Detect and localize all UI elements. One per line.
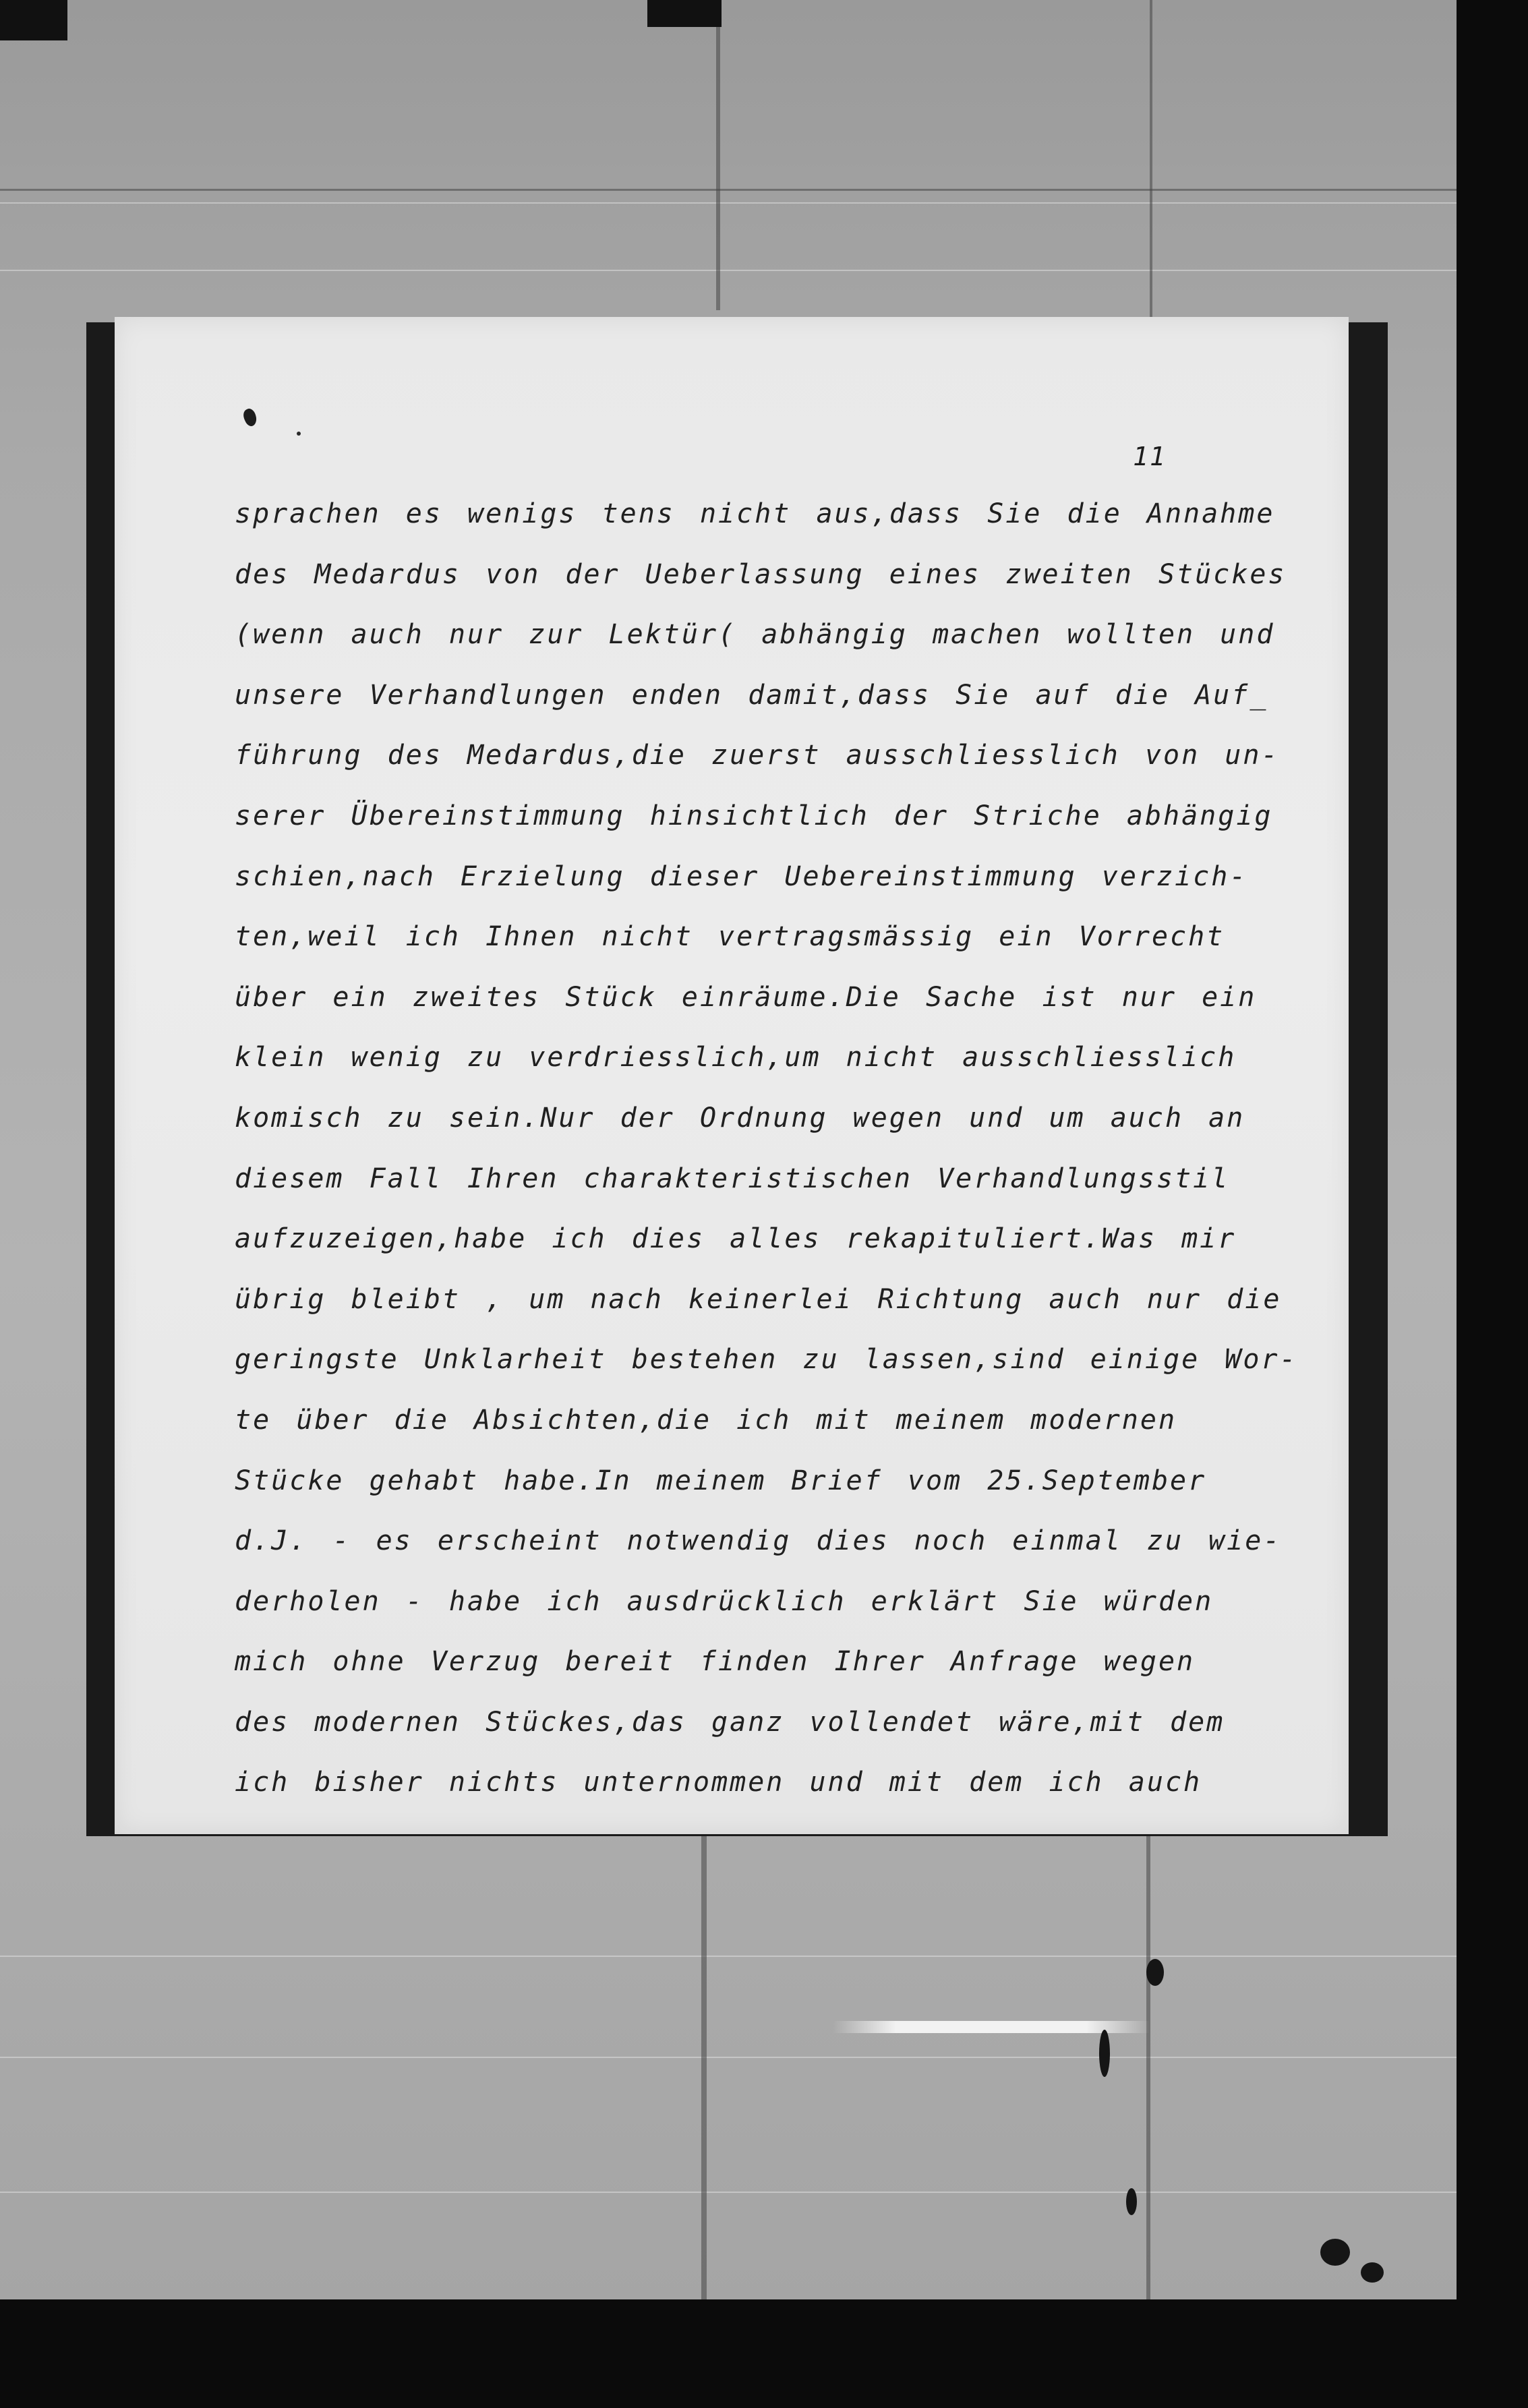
- text-line: des Medardus von der Ueberlassung eines zweiten Stückes: [235, 558, 1287, 590]
- text-line: te über die Absichten,die ich mit meinem modernen: [235, 1404, 1177, 1436]
- paper-rule-line: [0, 202, 1463, 204]
- fold-crease: [716, 0, 720, 310]
- text-line: aufzuzeigen,habe ich dies alles rekapituliert.Was mir: [235, 1223, 1237, 1255]
- torn-edge: [647, 0, 722, 27]
- text-line: übrig bleibt , um nach keinerlei Richtung auch nur die: [235, 1283, 1282, 1315]
- text-line: mich ohne Verzug bereit finden Ihrer Anfrage wegen: [235, 1646, 1196, 1678]
- text-line: d.J. - es erscheint notwendig dies noch einmal zu wie-: [235, 1525, 1282, 1557]
- text-line: klein wenig zu verdriesslich,um nicht ausschliesslich: [235, 1042, 1237, 1074]
- paper-rule-line: [0, 2057, 1463, 2058]
- text-line: führung des Medardus,die zuerst ausschliesslich von un-: [235, 740, 1280, 771]
- text-line: über ein zweites Stück einräume.Die Sache ist nur ein: [235, 981, 1257, 1013]
- text-line: des modernen Stückes,das ganz vollendet wäre,mit dem: [235, 1706, 1225, 1738]
- fold-crease: [0, 189, 1463, 191]
- ink-stain: [1320, 2239, 1350, 2266]
- scan-border-right: [1457, 0, 1528, 2408]
- text-line: Stücke gehabt habe.In meinem Brief vom 25.September: [235, 1465, 1207, 1496]
- paper-rule-line: [0, 2192, 1463, 2193]
- torn-edge: [0, 0, 67, 40]
- ink-stain: [1361, 2262, 1384, 2283]
- text-line: ich bisher nichts unternommen und mit dem ich auch: [235, 1767, 1202, 1798]
- ink-mark: [297, 432, 301, 436]
- typewritten-text: [235, 484, 1298, 1813]
- text-line: komisch zu sein.Nur der Ordnung wegen und um auch an: [235, 1102, 1245, 1134]
- page-number: 11: [1133, 442, 1167, 471]
- paper-rule-line: [0, 270, 1463, 271]
- text-line: (wenn auch nur zur Lektür( abhängig machen wollten und: [235, 619, 1275, 651]
- fold-crease: [701, 1834, 707, 2306]
- text-line: derholen - habe ich ausdrücklich erklärt Sie würden: [235, 1585, 1214, 1617]
- text-line: serer Übereinstimmung hinsichtlich der Striche abhängig: [235, 800, 1273, 831]
- text-line: unsere Verhandlungen enden damit,dass Sie auf die Auf_: [235, 679, 1268, 711]
- text-line: diesem Fall Ihren charakteristischen Verhandlungsstil: [235, 1163, 1230, 1194]
- fold-crease: [1146, 1834, 1150, 2306]
- paper-rule-line: [0, 1956, 1463, 1957]
- ink-stain: [1099, 2030, 1110, 2077]
- text-line: schien,nach Erzielung dieser Uebereinstimmung verzich-: [235, 860, 1248, 892]
- fold-crease: [1150, 0, 1152, 317]
- scan-border-bottom: [0, 2299, 1528, 2408]
- ink-stain: [1146, 1959, 1164, 1986]
- ink-stain: [1126, 2188, 1137, 2215]
- text-line: sprachen es wenigs tens nicht aus,dass Sie die Annahme: [235, 498, 1275, 529]
- text-line: geringste Unklarheit bestehen zu lassen,sind einige Wor-: [235, 1344, 1298, 1376]
- text-line: ten,weil ich Ihnen nicht vertragsmässig ein Vorrecht: [235, 921, 1225, 953]
